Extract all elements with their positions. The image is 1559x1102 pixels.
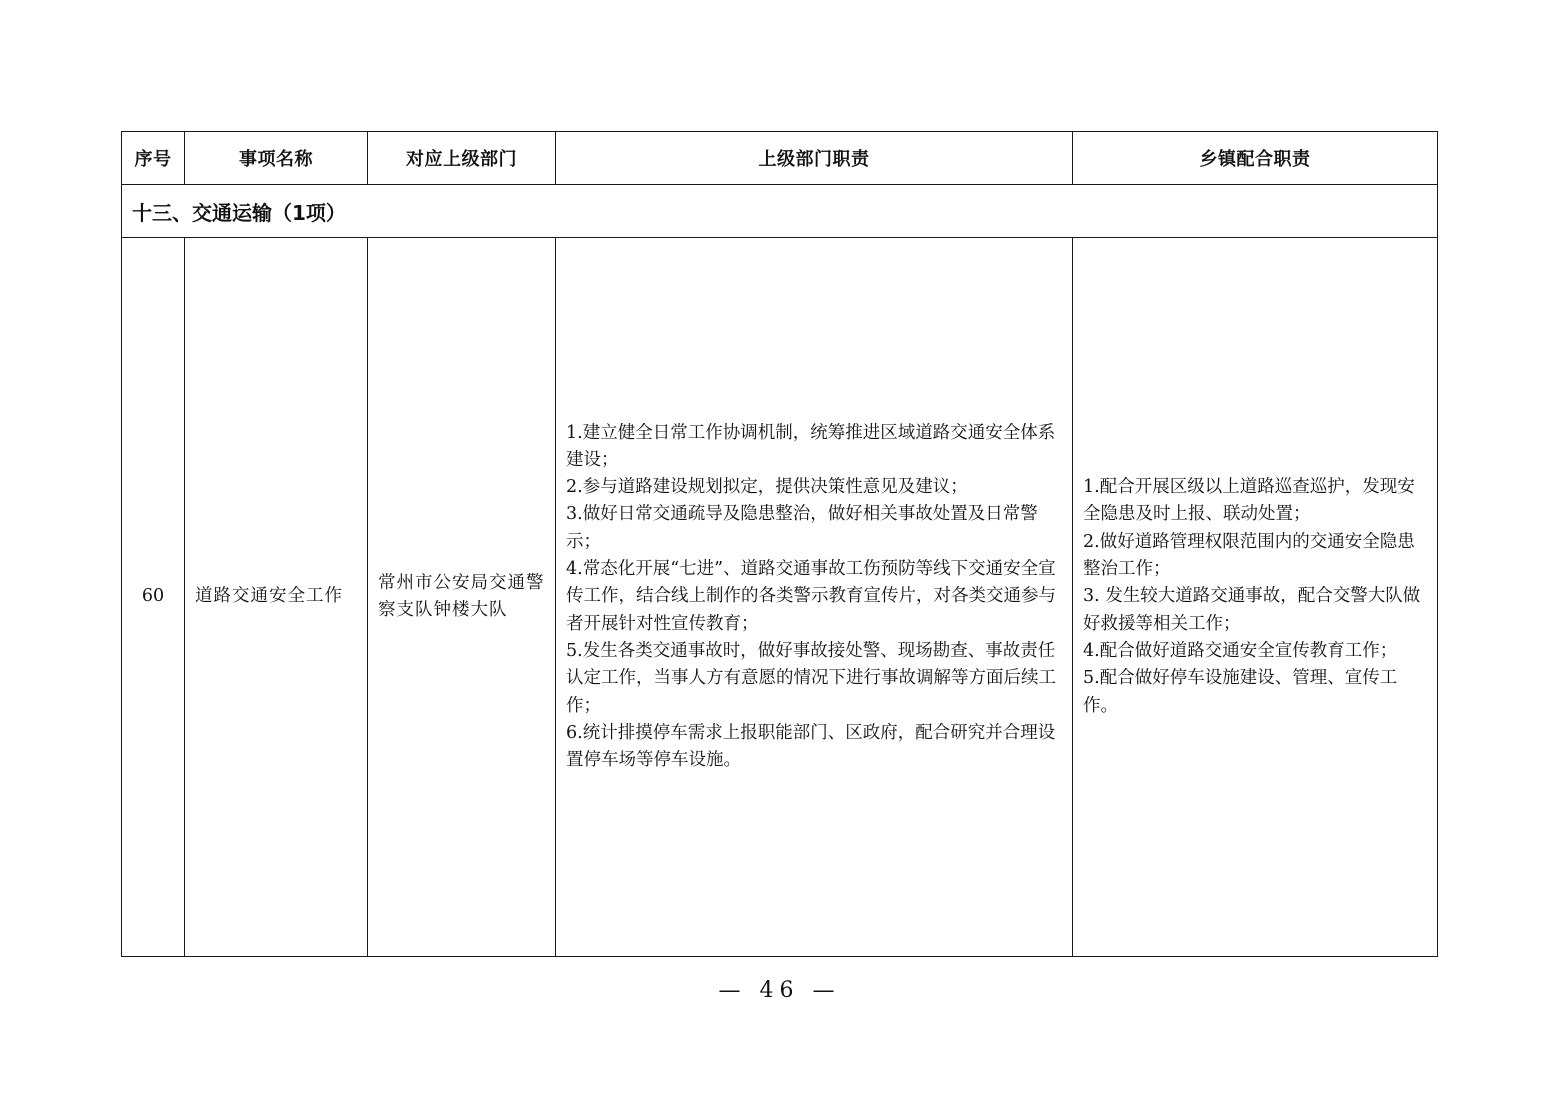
town-duty-item: 4.配合做好道路交通安全宣传教育工作； xyxy=(1083,640,1398,661)
header-town-duties: 乡镇配合职责 xyxy=(1073,132,1438,185)
table-header-row xyxy=(122,132,1438,185)
section-row xyxy=(122,185,1438,238)
header-number: 序号 xyxy=(122,132,185,185)
superior-duty-item: 5.发生各类交通事故时，做好事故接处警、现场勘查、事故责任认定工作，当事人方有意愿的情况下进行事故调解等方面后续工作； xyxy=(566,640,1056,716)
superior-duty-item: 1.建立健全日常工作协调机制，统筹推进区域道路交通安全体系建设； xyxy=(566,422,1056,470)
header-superior-duties: 上级部门职责 xyxy=(556,132,1073,185)
town-duty-item: 1.配合开展区级以上道路巡查巡护，发现安全隐患及时上报、联动处置； xyxy=(1083,477,1415,525)
town-duty-item: 2.做好道路管理权限范围内的交通安全隐患整治工作； xyxy=(1083,531,1415,580)
row-superior-duties xyxy=(556,238,1073,957)
row-number: 60 xyxy=(122,238,185,957)
row-department: 常州市公安局交通警察支队钟楼大队 xyxy=(368,238,556,957)
row-item-name: 道路交通安全工作 xyxy=(185,238,368,957)
header-superior-department: 对应上级部门 xyxy=(368,132,556,185)
town-duty-item: 3. 发生较大道路交通事故，配合交警大队做好救援等相关工作； xyxy=(1083,586,1421,634)
responsibility-table xyxy=(121,131,1438,957)
superior-duty-item: 3.做好日常交通疏导及隐患整治，做好相关事故处置及日常警示； xyxy=(566,504,1038,552)
town-duty-item: 5.配合做好停车设施建设、管理、宣传工作。 xyxy=(1083,668,1398,716)
superior-duty-item: 4.常态化开展“七进”、道路交通事故工伤预防等线下交通安全宣传工作，结合线上制作的各类警示教育宣传片，对各类交通参与者开展针对性宣传教育； xyxy=(566,559,1056,634)
superior-duty-item: 2.参与道路建设规划拟定，提供决策性意见及建议； xyxy=(566,477,968,498)
page-number: — 46 — xyxy=(718,978,841,1003)
superior-duty-item: 6.统计排摸停车需求上报职能部门、区政府，配合研究并合理设置停车场等停车设施。 xyxy=(566,722,1056,771)
table-row xyxy=(122,238,1438,957)
section-title: 十三、交通运输（1项） xyxy=(122,185,1438,238)
row-town-duties xyxy=(1073,238,1438,957)
header-item-name: 事项名称 xyxy=(185,132,368,185)
